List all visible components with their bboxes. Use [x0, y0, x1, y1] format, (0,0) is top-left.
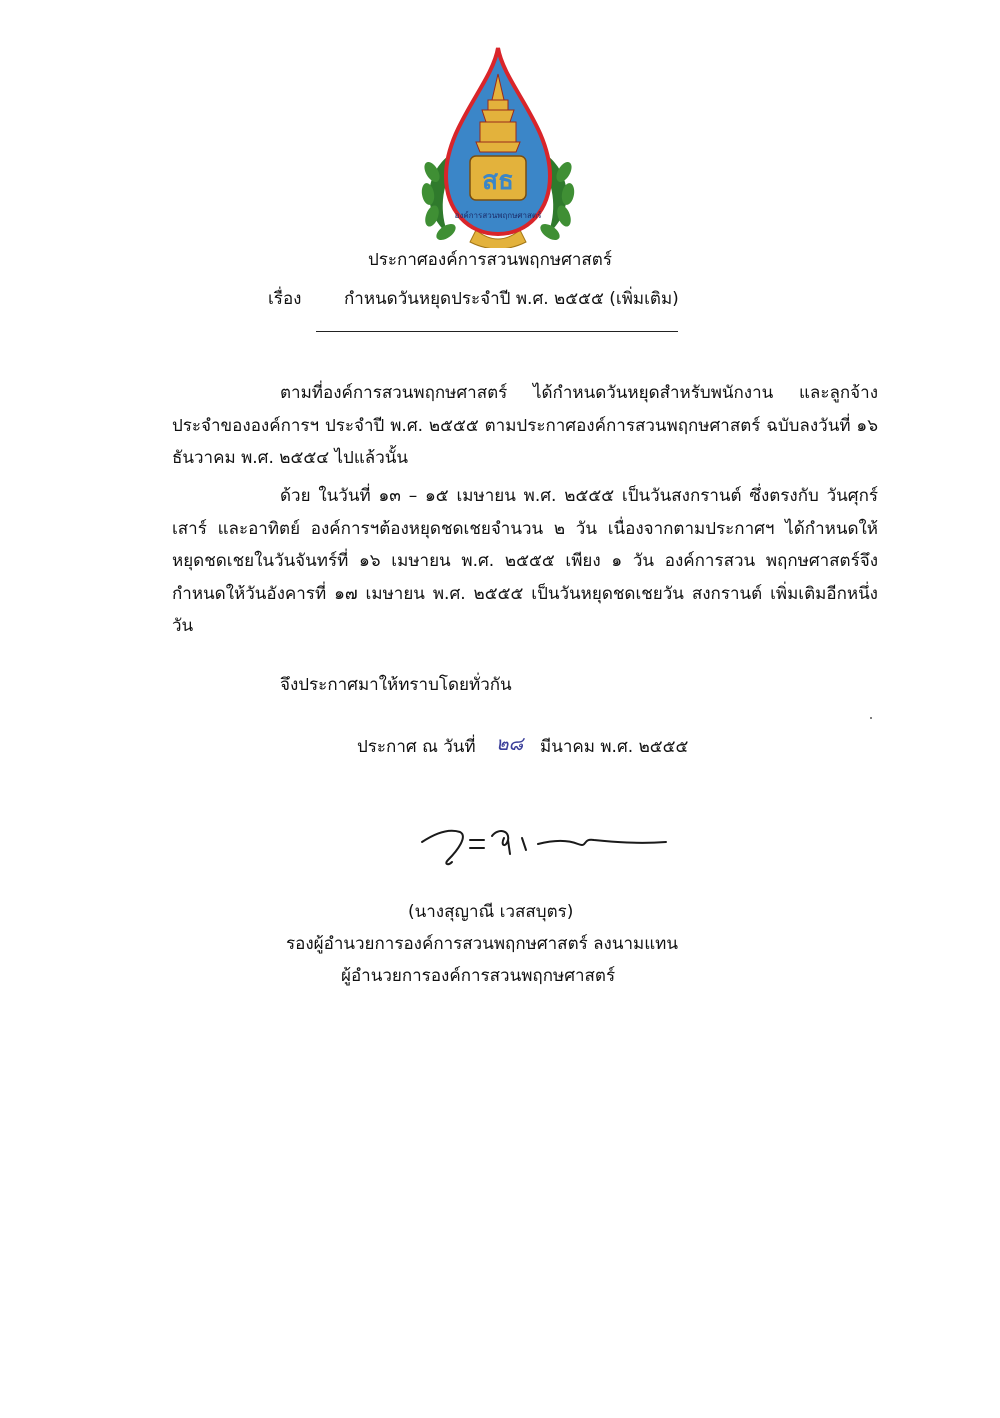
header-divider: [316, 331, 678, 332]
organization-logo: [418, 44, 578, 248]
paragraph-2: ด้วย ในวันที่ ๑๓ – ๑๕ เมษายน พ.ศ. ๒๕๕๕ เป็นวันสงกรานต์ ซึ่งตรงกับ วันศุกร์ เสาร์ และอาทิตย์ องค์การฯต้องหยุดชดเชยจำนวน ๒ วัน เนื่องจากตามประกาศฯ ได้กำหนดให้หยุดชดเชยในวันจันทร์ที่ ๑๖ เมษายน พ.ศ. ๒๕๕๕ เพียง ๑ วัน องค์การสวน พฤกษศาสตร์จึงกำหนดให้วันอังคารที่ ๑๗ เมษายน พ.ศ. ๒๕๕๕ เป็นวันหยุดชดเชยวัน สงกรานต์ เพิ่มเติมอีกหนึ่งวัน: [172, 486, 878, 636]
subject-label: เรื่อง: [268, 289, 302, 309]
date-suffix: มีนาคม พ.ศ. ๒๕๕๕: [540, 737, 689, 757]
closing-statement: จึงประกาศมาให้ทราบโดยทั่วกัน: [280, 675, 512, 695]
signatory-position-2: ผู้อำนวยการองค์การสวนพฤกษศาสตร์: [341, 966, 616, 986]
document-title: ประกาศองค์การสวนพฤกษศาสตร์: [368, 250, 612, 270]
paragraph-1: ตามที่องค์การสวนพฤกษศาสตร์ ได้กำหนดวันหยุดสำหรับพนักงาน และลูกจ้างประจำขององค์การฯ ประจำปี พ.ศ. ๒๕๕๕ ตามประกาศองค์การสวนพฤกษศาสตร์ ฉบับลงวันที่ ๑๖ ธันวาคม พ.ศ. ๒๕๕๔ ไปแล้วนั้น: [172, 383, 878, 468]
handwritten-signature: [418, 818, 670, 872]
logo-ring-text: องค์การสวนพฤกษศาสตร์: [454, 211, 542, 220]
date-prefix: ประกาศ ณ วันที่: [357, 737, 476, 757]
signatory-name: (นางสุญาณี เวสสบุตร): [408, 902, 574, 922]
subject-text: กำหนดวันหยุดประจำปี พ.ศ. ๒๕๕๕ (เพิ่มเติม): [344, 289, 679, 309]
signatory-position-1: รองผู้อำนวยการองค์การสวนพฤกษศาสตร์ ลงนามแทน: [286, 934, 679, 954]
scan-speck: [870, 717, 872, 719]
date-day-handwritten: ๒๘: [496, 733, 524, 755]
svg-text:สธ: สธ: [482, 166, 514, 196]
monogram: [470, 156, 526, 200]
